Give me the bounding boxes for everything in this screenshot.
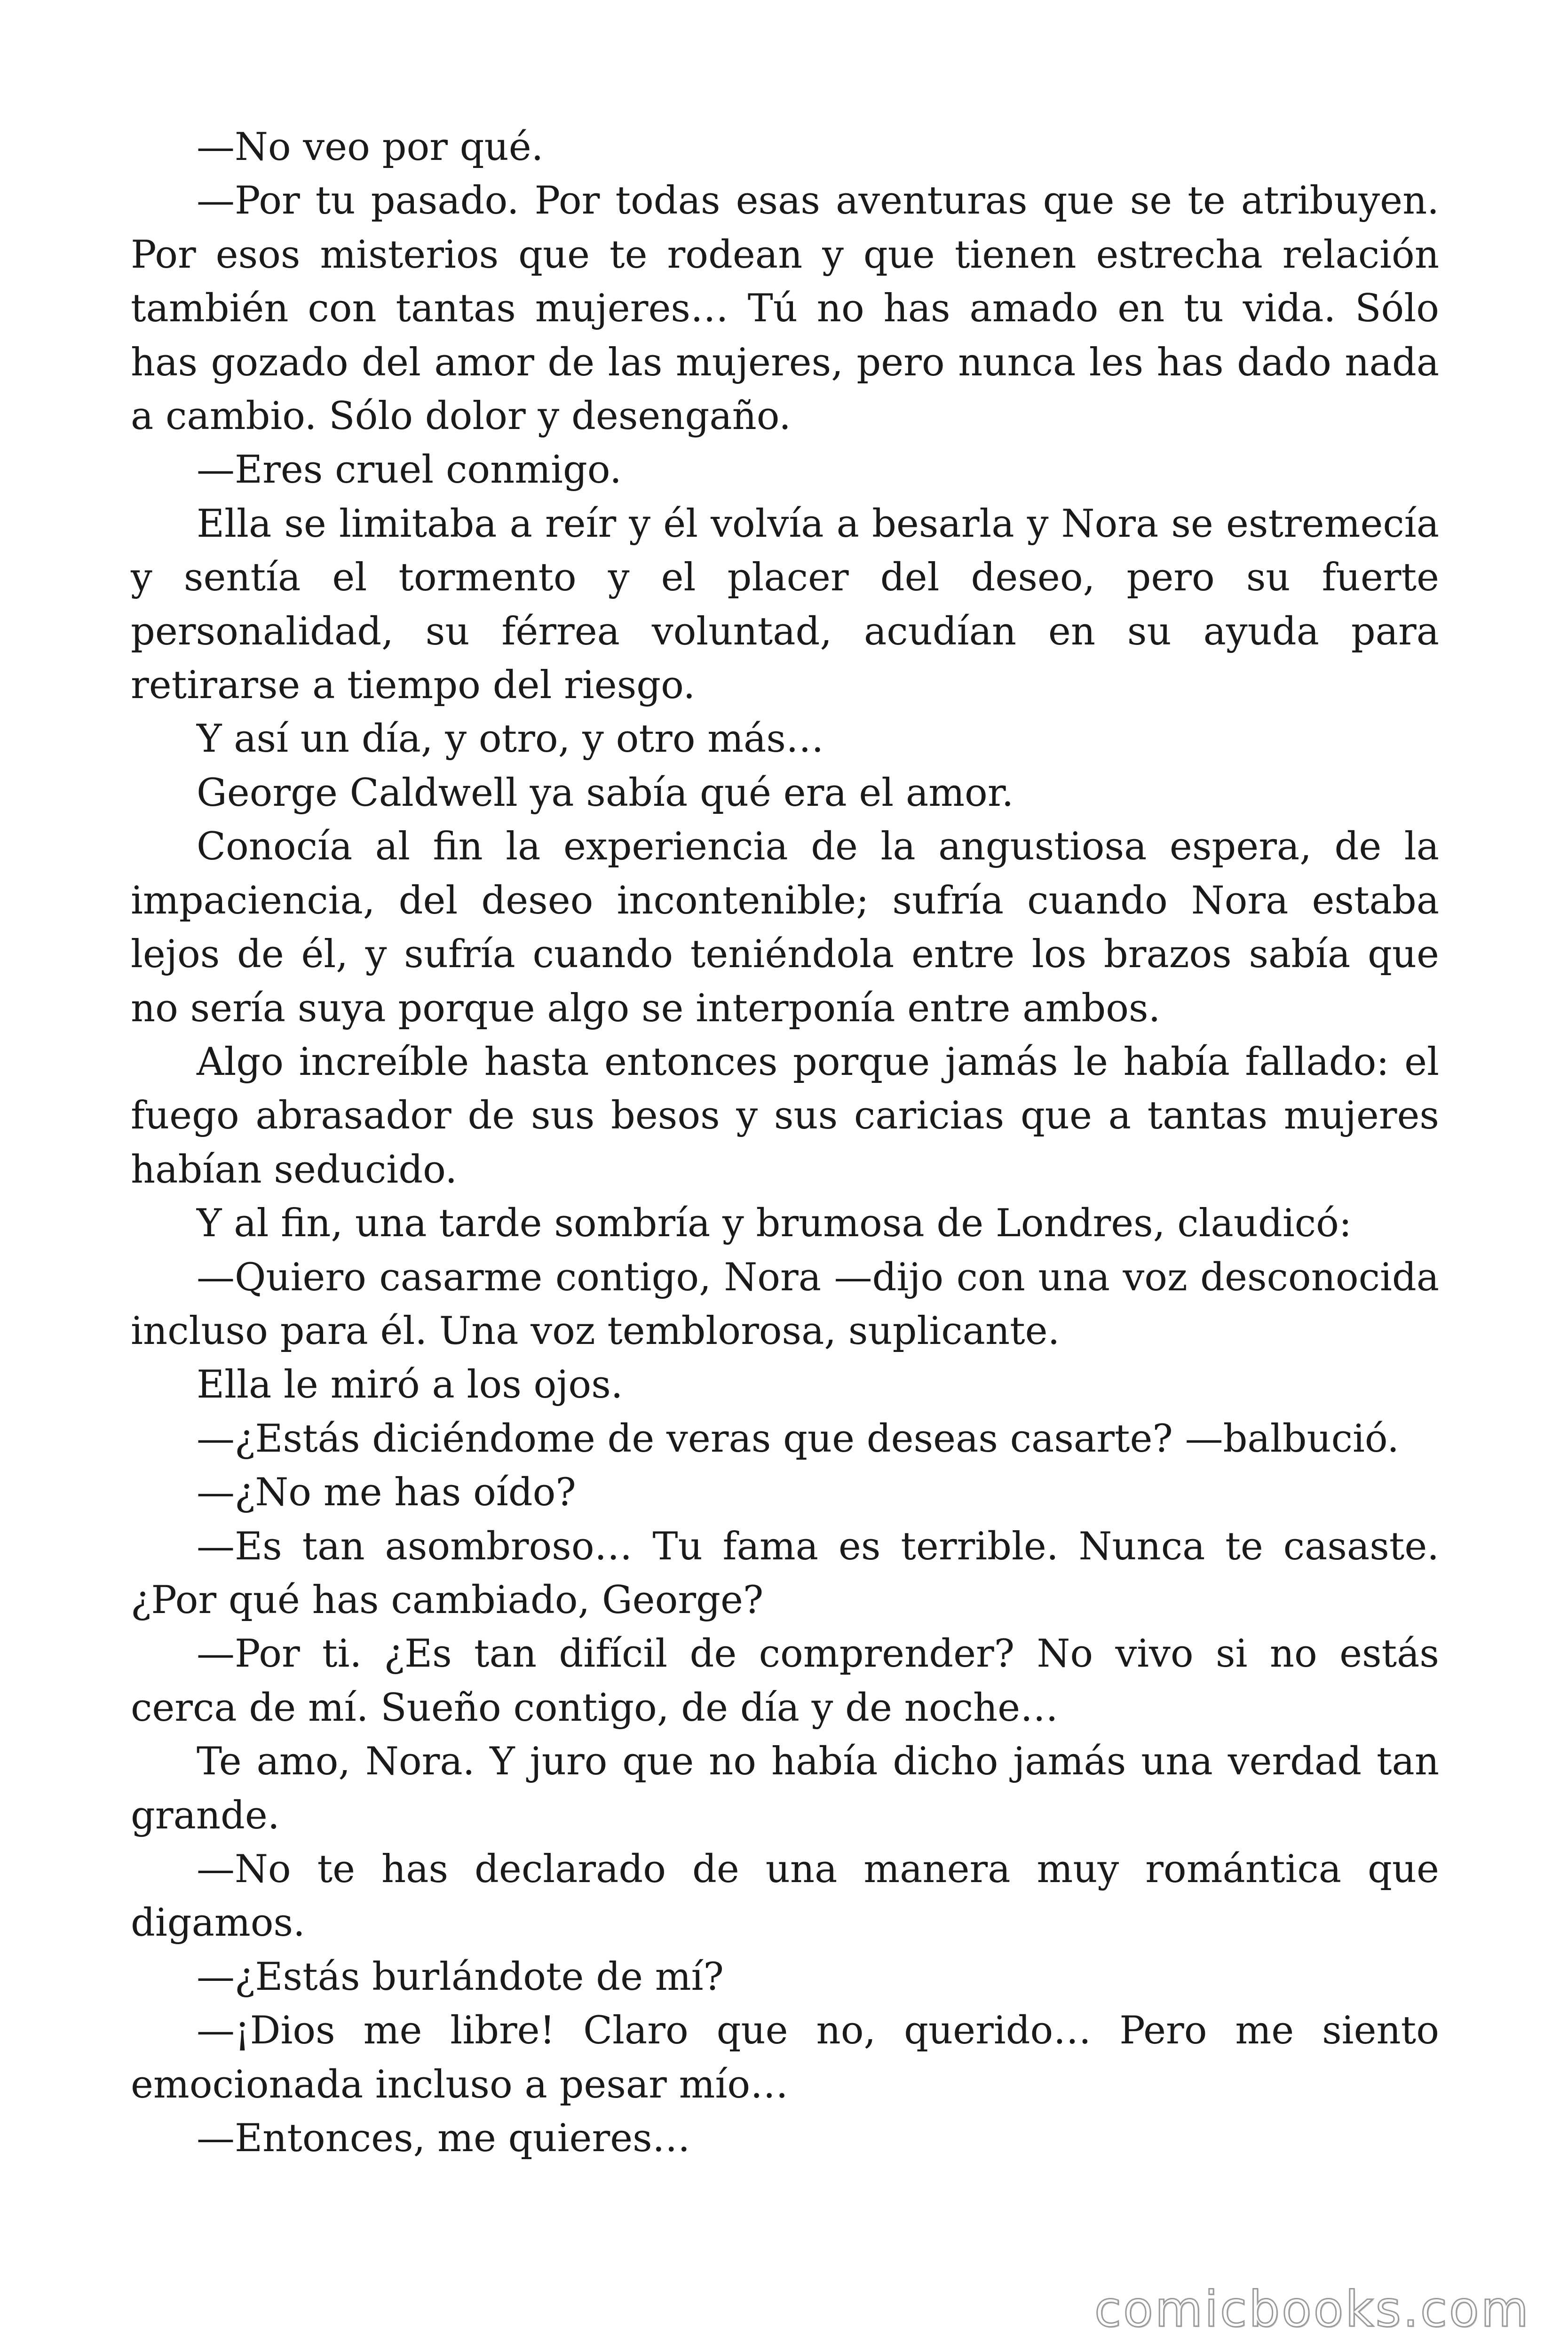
paragraph: —Eres cruel conmigo. [197, 448, 622, 493]
paragraph: —Por ti. ¿Es tan difícil de comprender? No vivo si no estás cerca de mí. Sueño contigo, de día y de noche… [131, 1632, 1439, 1730]
paragraph: —Entonces, me quieres… [197, 2116, 690, 2161]
paragraph: —Es tan asombroso… Tu fama es terrible. Nunca te casaste. ¿Por qué has cambiado, George? [131, 1524, 1439, 1622]
body-text [131, 120, 1439, 2165]
paragraph: Ella se limitaba a reír y él volvía a besarla y Nora se estremecía y sentía el tormento y el placer del deseo, pero su fuerte personalidad, su férrea voluntad, acudían en su ayuda para retirarse a tiempo del riesgo. [131, 501, 1439, 708]
paragraph: Ella le miró a los ojos. [197, 1363, 623, 1407]
watermark: comicbooks.com [1094, 2280, 1530, 2338]
paragraph: Conocía al fin la experiencia de la angustiosa espera, de la impaciencia, del deseo incontenible; sufría cuando Nora estaba lejos de él, y sufría cuando teniéndola entre los brazos sabía que no sería suya porque algo se interponía entre ambos. [131, 825, 1439, 1031]
paragraph: —¿No me has oído? [197, 1470, 576, 1515]
paragraph: George Caldwell ya sabía qué era el amor. [197, 771, 1014, 815]
paragraph: —No veo por qué. [197, 125, 544, 169]
paragraph: —¡Dios me libre! Claro que no, querido… Pero me siento emocionada incluso a pesar mío… [131, 2009, 1439, 2107]
paragraph: Algo increíble hasta entonces porque jamás le había fallado: el fuego abrasador de sus besos y sus caricias que a tantas mujeres habían seducido. [131, 1040, 1439, 1192]
paragraph: —No te has declarado de una manera muy romántica que digamos. [131, 1847, 1439, 1946]
paragraph: Te amo, Nora. Y juro que no había dicho jamás una verdad tan grande. [131, 1740, 1439, 1838]
paragraph: —¿Estás burlándote de mí? [197, 1955, 724, 1999]
paragraph: Y al fin, una tarde sombría y brumosa de Londres, claudicó: [197, 1201, 1352, 1246]
paragraph: —Quiero casarme contigo, Nora —dijo con una voz desconocida incluso para él. Una voz temblorosa, suplicante. [131, 1255, 1439, 1353]
paragraph: —Por tu pasado. Por todas esas aventuras que se te atribuyen. Por esos misterios que te rodean y que tienen estrecha relación también con tantas mujeres… Tú no has amado en tu vida. Sólo has gozado del amor de las mujeres, pero nunca les has dado nada a cambio. Sólo dolor y desengaño. [131, 179, 1439, 439]
paragraph: Y así un día, y otro, y otro más… [197, 717, 824, 762]
paragraph: —¿Estás diciéndome de veras que deseas casarte? —balbució. [197, 1416, 1399, 1461]
